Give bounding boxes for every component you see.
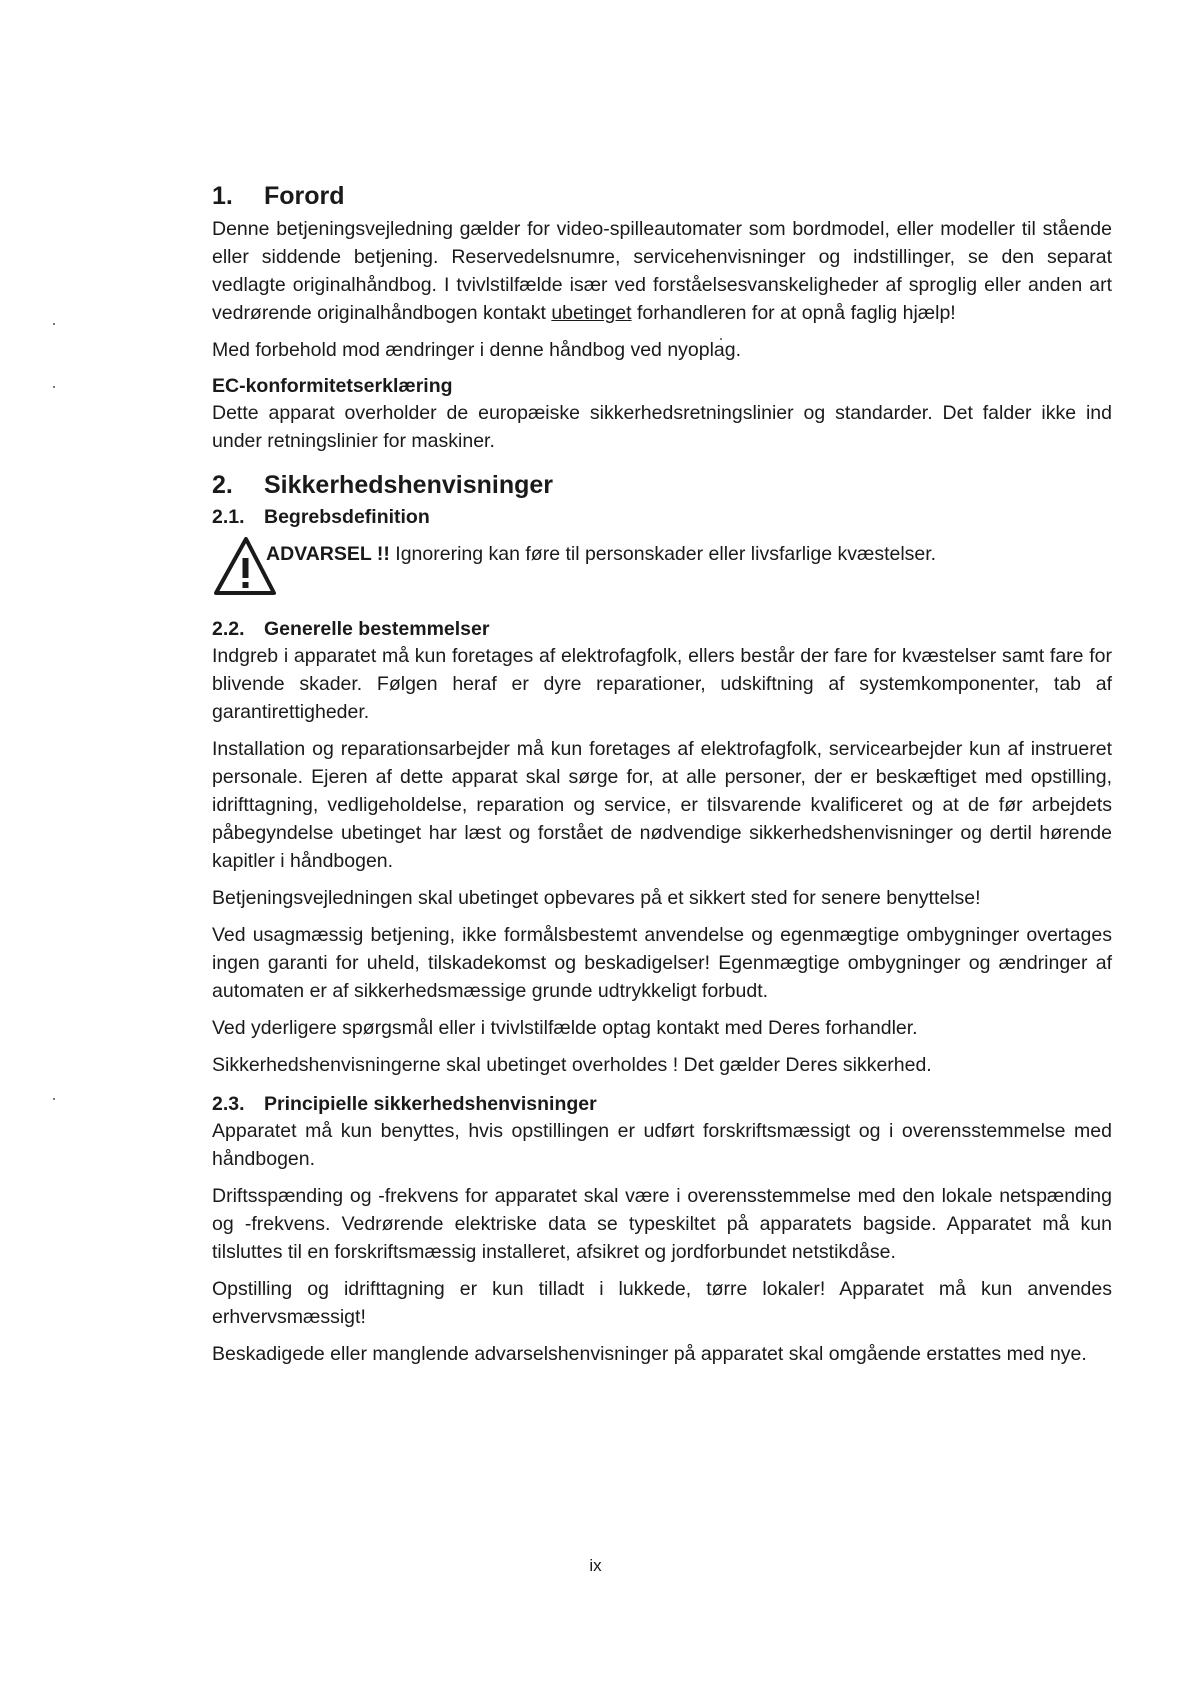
- section-title: Sikkerhedshenvisninger: [264, 471, 554, 499]
- paragraph: Driftsspænding og -frekvens for apparatet skal være i overensstemmelse med den lokale netspænding og -frekvens. Vedrørende elektriske data se typeskiltet på apparatets bagside. Apparatet må kun tilsluttes til en forskriftsmæssig installeret, afsikret og jordforbundet netstikdåse.: [212, 1185, 1112, 1263]
- ec-paragraph: Dette apparat overholder de europæiske sikkerhedsretningslinier og standarder. Det falder ikke ind under retningslinier for maskiner.: [212, 402, 1112, 452]
- subsection-2-1-heading: [212, 504, 1112, 530]
- reservation-paragraph: Med forbehold mod ændringer i denne håndbog ved nyoplag.: [212, 339, 742, 361]
- paragraph: Beskadigede eller manglende advarselshenvisninger på apparatet skal omgående erstattes med nye.: [212, 1343, 1087, 1365]
- paragraph: Betjeningsvejledningen skal ubetinget opbevares på et sikkert sted for senere benyttelse!: [212, 887, 981, 909]
- scan-speck: [53, 1098, 55, 1100]
- scan-speck: [53, 323, 55, 325]
- scan-speck: [53, 386, 55, 388]
- underlined-word: ubetinget: [551, 302, 632, 324]
- document-page: [212, 180, 1112, 1377]
- subsection-2-2-heading: [212, 616, 1112, 642]
- page-number: ix: [589, 1556, 602, 1575]
- text-span: forhandleren for at opnå faglig hjælp!: [631, 302, 956, 324]
- paragraph: Apparatet må kun benyttes, hvis opstillingen er udført forskriftsmæssigt og i overensstemmelse med håndbogen.: [212, 1120, 1112, 1170]
- warning-label: ADVARSEL !!: [266, 543, 390, 565]
- section-title: Forord: [264, 182, 345, 210]
- text-span: Denne betjeningsvejledning gælder for video-spilleautomater som bordmodel, eller modeller til stående eller siddende betjening. Reservedelsnumre, servicehenvisninger og indstillinger, se den separat vedlagte originalhåndbog. I tvivlstilfælde især ved forståelsesvanskeligheder af sproglig eller anden art vedrørende originalhåndbogen kontakt: [212, 218, 1112, 324]
- warning-message: Ignorering kan føre til personskader eller livsfarlige kvæstelser.: [389, 543, 937, 565]
- warning-block: [212, 534, 1112, 604]
- section-2-heading: [212, 469, 1112, 501]
- subsection-title: Principielle sikkerhedshenvisninger: [264, 1093, 597, 1115]
- subsection-title: Generelle bestemmelser: [264, 618, 490, 640]
- section-number: 1.: [212, 182, 233, 210]
- section-1-heading: [212, 180, 1112, 212]
- paragraph: Indgreb i apparatet må kun foretages af elektrofagfolk, ellers består der fare for kvæstelser samt fare for blivende skader. Følgen heraf er dyre reparationer, udskiftning af systemkomponenter, tab af garantirettigheder.: [212, 645, 1112, 723]
- paragraph: Ved usagmæssig betjening, ikke formålsbestemt anvendelse og egenmægtige ombygninger overtages ingen garanti for uheld, tilskadekomst og beskadigelser! Egenmægtige ombygninger og ændringer af automaten er af sikkerhedsmæssige grunde udtrykkeligt forbudt.: [212, 924, 1112, 1002]
- section-number: 2.: [212, 471, 233, 499]
- foreword-paragraph: [212, 215, 1112, 327]
- paragraph: Ved yderligere spørgsmål eller i tvivlstilfælde optag kontakt med Deres forhandler.: [212, 1017, 918, 1039]
- ec-heading: EC-konformitetserklæring: [212, 375, 453, 397]
- subsection-title: Begrebsdefinition: [264, 506, 430, 528]
- warning-text: [266, 540, 936, 568]
- paragraph: Opstilling og idrifttagning er kun tilladt i lukkede, tørre lokaler! Apparatet må kun anvendes erhvervsmæssigt!: [212, 1278, 1112, 1328]
- subsection-2-3-heading: [212, 1091, 1112, 1117]
- subsection-number: 2.3.: [212, 1093, 245, 1115]
- paragraph: Sikkerhedshenvisningerne skal ubetinget overholdes ! Det gælder Deres sikkerhed.: [212, 1054, 932, 1076]
- paragraph: Installation og reparationsarbejder må kun foretages af elektrofagfolk, servicearbejder kun af instrueret personale. Ejeren af dette apparat skal sørge for, at alle personer, der er beskæftiget med opstilling, idrifttagning, vedligeholdelse, reparation og service, er tilsvarende kvalificeret og at de før arbejdets påbegyndelse ubetinget har læst og forstået de nødvendige sikkerhedshenvisninger og dertil hørende kapitler i håndbogen.: [212, 738, 1112, 872]
- subsection-number: 2.1.: [212, 506, 245, 528]
- subsection-number: 2.2.: [212, 618, 245, 640]
